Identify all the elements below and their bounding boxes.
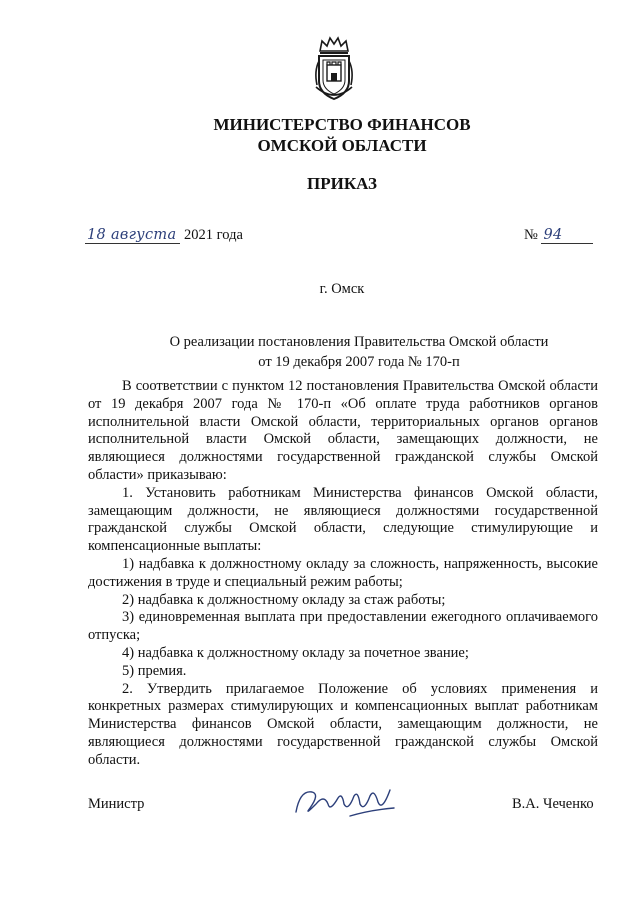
- body-paragraph: 2. Утвердить прилагаемое Положение об условиях применения и конкретных размерах стимулирующих и компенсационных выплат работникам Министерства финансов Омской области, замещающим должности, не являющиеся должностями государственной гражданской службы Омской области.: [88, 680, 598, 768]
- order-date: [85, 227, 243, 244]
- omsk-coat-of-arms-icon: [312, 35, 356, 103]
- order-year: 2021 года: [184, 227, 243, 243]
- order-number: [524, 227, 593, 244]
- number-label: №: [524, 227, 538, 243]
- order-subject: [120, 332, 598, 372]
- subject-line: от 19 декабря 2007 года № 170-п: [258, 354, 460, 370]
- signatory-name: В.А. Чеченко: [512, 796, 594, 812]
- body-paragraph: 1. Установить работникам Министерства финансов Омской области, замещающим должности, не являющиеся должностями государственной гражданской службы Омской области, следующие стимулирующие и компенсационные выплаты:: [88, 484, 598, 555]
- body-paragraph: 3) единовременная выплата при предоставлении ежегодного оплачиваемого отпуска;: [88, 609, 598, 644]
- ministry-name-line1: МИНИСТЕРСТВО ФИНАНСОВ: [213, 115, 471, 134]
- handwritten-date: 18 августа: [85, 227, 180, 244]
- body-paragraph: 2) надбавка к должностному окладу за стаж работы;: [122, 591, 446, 608]
- body-paragraph: 1) надбавка к должностному окладу за сложность, напряженность, высокие достижения в труде и специальный режим работы;: [88, 555, 598, 590]
- ministry-name-line2: ОМСКОЙ ОБЛАСТИ: [257, 136, 427, 155]
- body-paragraph: 4) надбавка к должностному окладу за почетное звание;: [122, 644, 469, 661]
- document-title: ПРИКАЗ: [307, 174, 377, 193]
- subject-line: О реализации постановления Правительства Омской области: [169, 334, 549, 350]
- order-body: [88, 378, 598, 770]
- handwritten-number: 94: [541, 227, 593, 244]
- signatory-position: Министр: [88, 796, 145, 812]
- handwritten-signature: [290, 782, 402, 822]
- body-paragraph: 5) премия.: [122, 662, 187, 679]
- city: г. Омск: [319, 281, 365, 297]
- body-paragraph: В соответствии с пунктом 12 постановления Правительства Омской области от 19 декабря 2007 года № 170-п «Об оплате труда работников органов исполнительной власти Омской области, территориальных органов органов исполнительной власти Омской области, замещающих должности, не являющиеся должностями государственной гражданской службы Омской области» приказываю:: [88, 378, 598, 483]
